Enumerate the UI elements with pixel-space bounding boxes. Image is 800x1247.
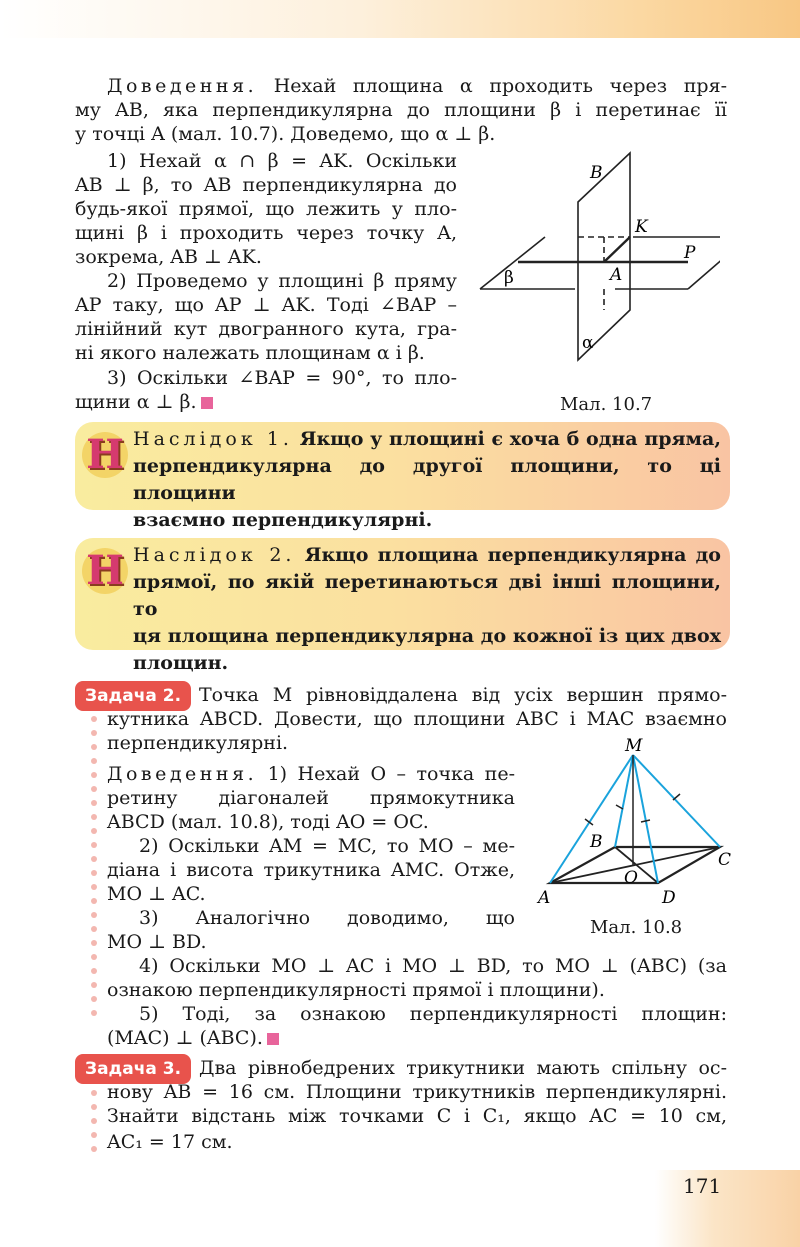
corollary2-line3: площин. (133, 652, 229, 674)
label-C: C (718, 850, 732, 870)
corollary-h-icon: Н (82, 432, 128, 478)
proof1-line1: Доведення. Нехай площина α проходить через пря- (107, 75, 727, 97)
proof1-line2: му AB, яка перпендикулярна до площини β і перетинає її (75, 99, 727, 121)
proof1-s3-1: щини α ⊥ β. (75, 391, 457, 415)
figure-10-7 (470, 150, 720, 375)
task2-proof10: 5) Тоді, за ознакою перпендикулярності площин: (139, 1003, 727, 1025)
task3-line0: Два рівнобедрених трикутники мають спільну ос- (199, 1057, 727, 1079)
task2-line0: Точка M рівновіддалена від усіх вершин прямо- (199, 684, 727, 706)
corollary1-line0: Якщо у площині є хоча б одна пряма, (299, 428, 721, 450)
task3-line1: нову AB = 16 см. Площини трикутників перпендикулярні. (107, 1081, 727, 1103)
task2-proof1: ретину діагоналей прямокутника (107, 787, 515, 809)
label-D: D (662, 888, 676, 905)
corollary2-line2: ця площина перпендикулярна до кожної із цих двох (133, 625, 721, 647)
proof1-s1-4: зокрема, AB ⊥ AK. (75, 246, 262, 268)
end-of-proof-square (201, 397, 213, 409)
task2-proof4: діана і висота трикутника AMC. Отже, (107, 859, 515, 881)
task2-proof6: 3) Аналогічно доводимо, що (139, 907, 515, 929)
task2-tag: Задача 2. (75, 681, 191, 711)
task2-proof0: Доведення. 1) Нехай O – точка пе- (107, 763, 515, 785)
fig108-caption: Мал. 10.8 (590, 917, 683, 938)
proof1-s2-0: 2) Проведемо у площині β пряму (107, 270, 457, 292)
label-O: O (624, 868, 638, 888)
task3-line3: AC₁ = 17 см. (107, 1131, 233, 1153)
proof1-s2-2: лінійний кут двогранного кута, гра- (75, 318, 457, 340)
task2-proof5: MO ⊥ AC. (107, 883, 206, 905)
proof1-s1-2: будь-якої прямої, що лежить у пло- (75, 198, 457, 220)
page-number: 171 (683, 1174, 722, 1198)
corollary2-line0: Якщо площина перпендикулярна до (304, 544, 721, 566)
label-P: P (684, 243, 696, 263)
task2-proof2: ABCD (мал. 10.8), тоді AO = OC. (107, 811, 429, 833)
proof1-s1-3: щині β і проходить через точку A, (75, 222, 457, 244)
label-A: A (538, 888, 551, 905)
task3-line2: Знайти відстань між точками C і C₁, якщо AC = 10 см, (107, 1105, 727, 1127)
corollary1-line2: взаємно перпендикулярні. (133, 509, 433, 531)
corollary2-head: Наслідок 2. (133, 544, 296, 566)
task2-proof11: (MAC) ⊥ (ABC). (107, 1027, 727, 1051)
label-beta: β (504, 268, 514, 288)
task2-proof3: 2) Оскільки AM = MC, то MO – ме- (139, 835, 515, 857)
corollary2-line1: прямої, по якій перетинаються дві інші площини, то (133, 571, 721, 620)
task3-tag: Задача 3. (75, 1054, 191, 1084)
label-K: K (635, 217, 648, 237)
label-alpha: α (582, 333, 594, 353)
end-of-proof-square (267, 1033, 279, 1045)
corollary2-text (133, 542, 721, 677)
corollary-h-icon: Н (82, 548, 128, 594)
label-B: B (590, 163, 603, 183)
label-B: B (590, 832, 603, 852)
corollary1-line1: перпендикулярна до другої площини, то ці площини (133, 455, 721, 504)
proof1-s1-0: 1) Нехай α ∩ β = AK. Оскільки (107, 150, 457, 172)
top-color-band (0, 0, 800, 38)
proof1-s2-3: ні якого належать площинам α і β. (75, 342, 425, 364)
task2-proof7: MO ⊥ BD. (107, 931, 207, 953)
label-A: A (610, 265, 623, 285)
task2-line2: перпендикулярні. (107, 732, 289, 754)
corollary1-head: Наслідок 1. (133, 428, 293, 450)
task2-proof8: 4) Оскільки MO ⊥ AC і MO ⊥ BD, то MO ⊥ (ABC) (за (139, 955, 727, 977)
proof1-s1-1: AB ⊥ β, то AB перпендикулярна до (75, 174, 457, 196)
proof1-s3-0: 3) Оскільки ∠BAP = 90°, то пло- (107, 367, 457, 389)
figure-10-8 (530, 735, 740, 905)
task2-dots (91, 716, 97, 1024)
corollary1-text (133, 426, 721, 534)
proof1-s2-1: AP таку, що AP ⊥ AK. Тоді ∠BAP – (75, 294, 457, 316)
plane-alpha (578, 153, 630, 360)
label-M: M (625, 736, 643, 756)
task2-line1: кутника ABCD. Довести, що площини ABC і MAC взаємно (107, 708, 727, 730)
page-number-band (655, 1170, 800, 1247)
task2-proof9: ознакою перпендикулярності прямої і площини). (107, 979, 605, 1001)
fig107-caption: Мал. 10.7 (560, 394, 653, 415)
task3-dots (91, 1090, 97, 1160)
proof1-line3: у точці A (мал. 10.7). Доведемо, що α ⊥ β. (75, 123, 496, 145)
